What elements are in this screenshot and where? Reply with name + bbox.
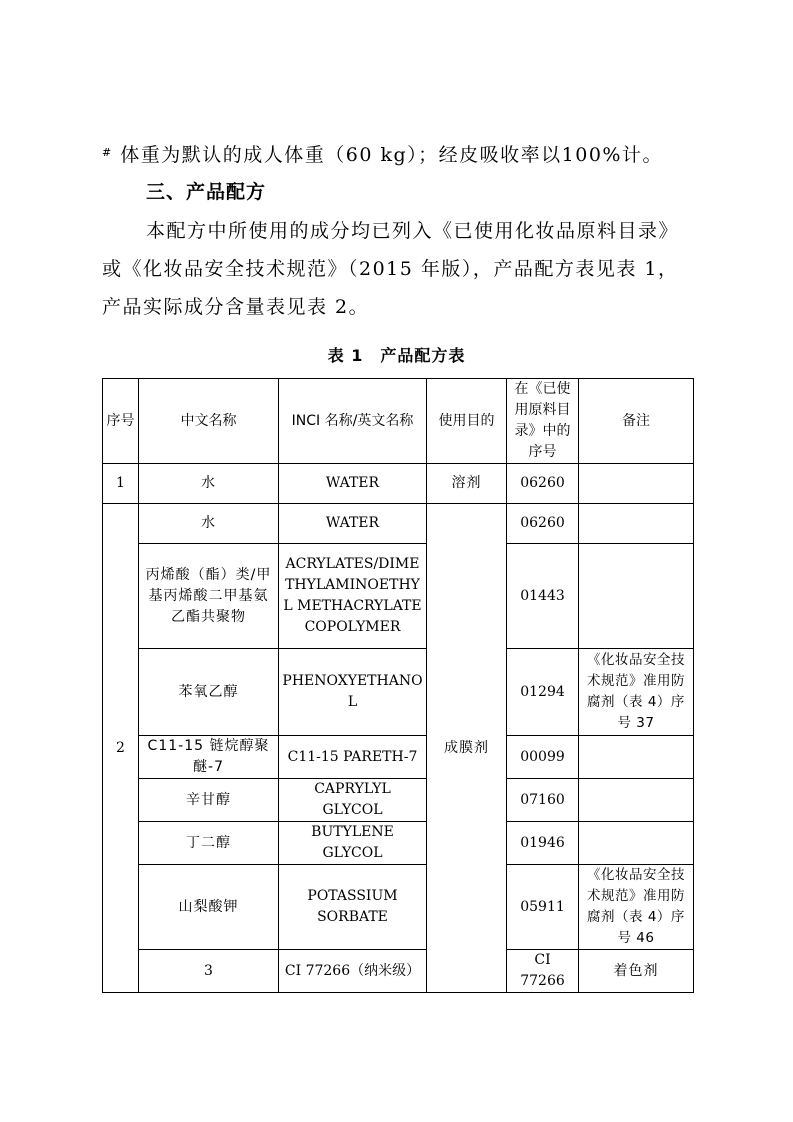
cell-catalog-no: 01294 [507, 649, 579, 736]
cell-catalog-no: 00099 [507, 736, 579, 779]
cell-cn-name: 辛甘醇 [139, 779, 279, 822]
cell-catalog-no: 06260 [507, 464, 579, 504]
cell-purpose: 成膜剂 [427, 504, 507, 993]
table-row [103, 779, 694, 822]
table-row [103, 822, 694, 865]
table-row [103, 736, 694, 779]
table-row [103, 504, 694, 544]
cell-inci: CI 77266 [507, 950, 579, 993]
cell-catalog-no: 05911 [507, 865, 579, 950]
cell-remark: 《化妆品安全技术规范》准用防腐剂（表 4）序号 37 [579, 649, 694, 736]
header-remark: 备注 [579, 379, 694, 464]
weight-note [102, 136, 692, 174]
header-seq: 序号 [103, 379, 139, 464]
cell-cn-name: 丁二醇 [139, 822, 279, 865]
cell-remark [579, 736, 694, 779]
footnote-marker: # [102, 146, 113, 159]
cell-remark [579, 779, 694, 822]
cell-catalog-no: 06260 [507, 504, 579, 544]
cell-inci: ACRYLATES/DIMETHYLAMINOETHYL METHACRYLATE COPOLYMER [279, 544, 427, 649]
cell-cn-name: 水 [139, 504, 279, 544]
cell-inci: CAPRYLYL GLYCOL [279, 779, 427, 822]
table-row [103, 950, 694, 993]
cell-seq: 1 [103, 464, 139, 504]
weight-note-text: 体重为默认的成人体重（60 kg）；经皮吸收率以100%计。 [120, 144, 663, 166]
cell-inci: POTASSIUM SORBATE [279, 865, 427, 950]
cell-cn-name: CI 77266（纳米级） [279, 950, 427, 993]
cell-seq: 3 [139, 950, 279, 993]
table-header-row [103, 379, 694, 464]
table-row [103, 649, 694, 736]
cell-remark [579, 464, 694, 504]
cell-catalog-no: 01443 [507, 544, 579, 649]
cell-inci: C11-15 PARETH-7 [279, 736, 427, 779]
section-heading: 三、产品配方 [146, 181, 267, 203]
cell-inci: PHENOXYETHANOL [279, 649, 427, 736]
cell-catalog-no: 01946 [507, 822, 579, 865]
header-purpose: 使用目的 [427, 379, 507, 464]
cell-remark: 《化妆品安全技术规范》准用防腐剂（表 4）序号 46 [579, 865, 694, 950]
section-body: 本配方中所使用的成分均已列入《已使用化妆品原料目录》或《化妆品安全技术规范》（2015 年版），产品配方表见表 1，产品实际成分含量表见表 2。 [102, 220, 680, 318]
table-row [103, 464, 694, 504]
cell-seq: 2 [103, 504, 139, 993]
cell-remark [579, 544, 694, 649]
cell-cn-name: 苯氧乙醇 [139, 649, 279, 736]
cell-inci: BUTYLENE GLYCOL [279, 822, 427, 865]
formula-table [102, 378, 694, 993]
cell-catalog-no: 07160 [507, 779, 579, 822]
cell-remark [579, 822, 694, 865]
cell-purpose: 着色剂 [579, 950, 694, 993]
table-row [103, 865, 694, 950]
cell-purpose: 溶剂 [427, 464, 507, 504]
cell-cn-name: C11-15 链烷醇聚醚-7 [139, 736, 279, 779]
table-caption: 表 1 产品配方表 [327, 346, 466, 365]
cell-inci: WATER [279, 504, 427, 544]
cell-cn-name: 水 [139, 464, 279, 504]
cell-inci: WATER [279, 464, 427, 504]
table-row [103, 544, 694, 649]
header-catalog-no: 在《已使用原料目录》中的序号 [507, 379, 579, 464]
header-inci: INCI 名称/英文名称 [279, 379, 427, 464]
header-cn-name: 中文名称 [139, 379, 279, 464]
cell-cn-name: 山梨酸钾 [139, 865, 279, 950]
cell-cn-name: 丙烯酸（酯）类/甲基丙烯酸二甲基氨乙酯共聚物 [139, 544, 279, 649]
cell-remark [579, 504, 694, 544]
